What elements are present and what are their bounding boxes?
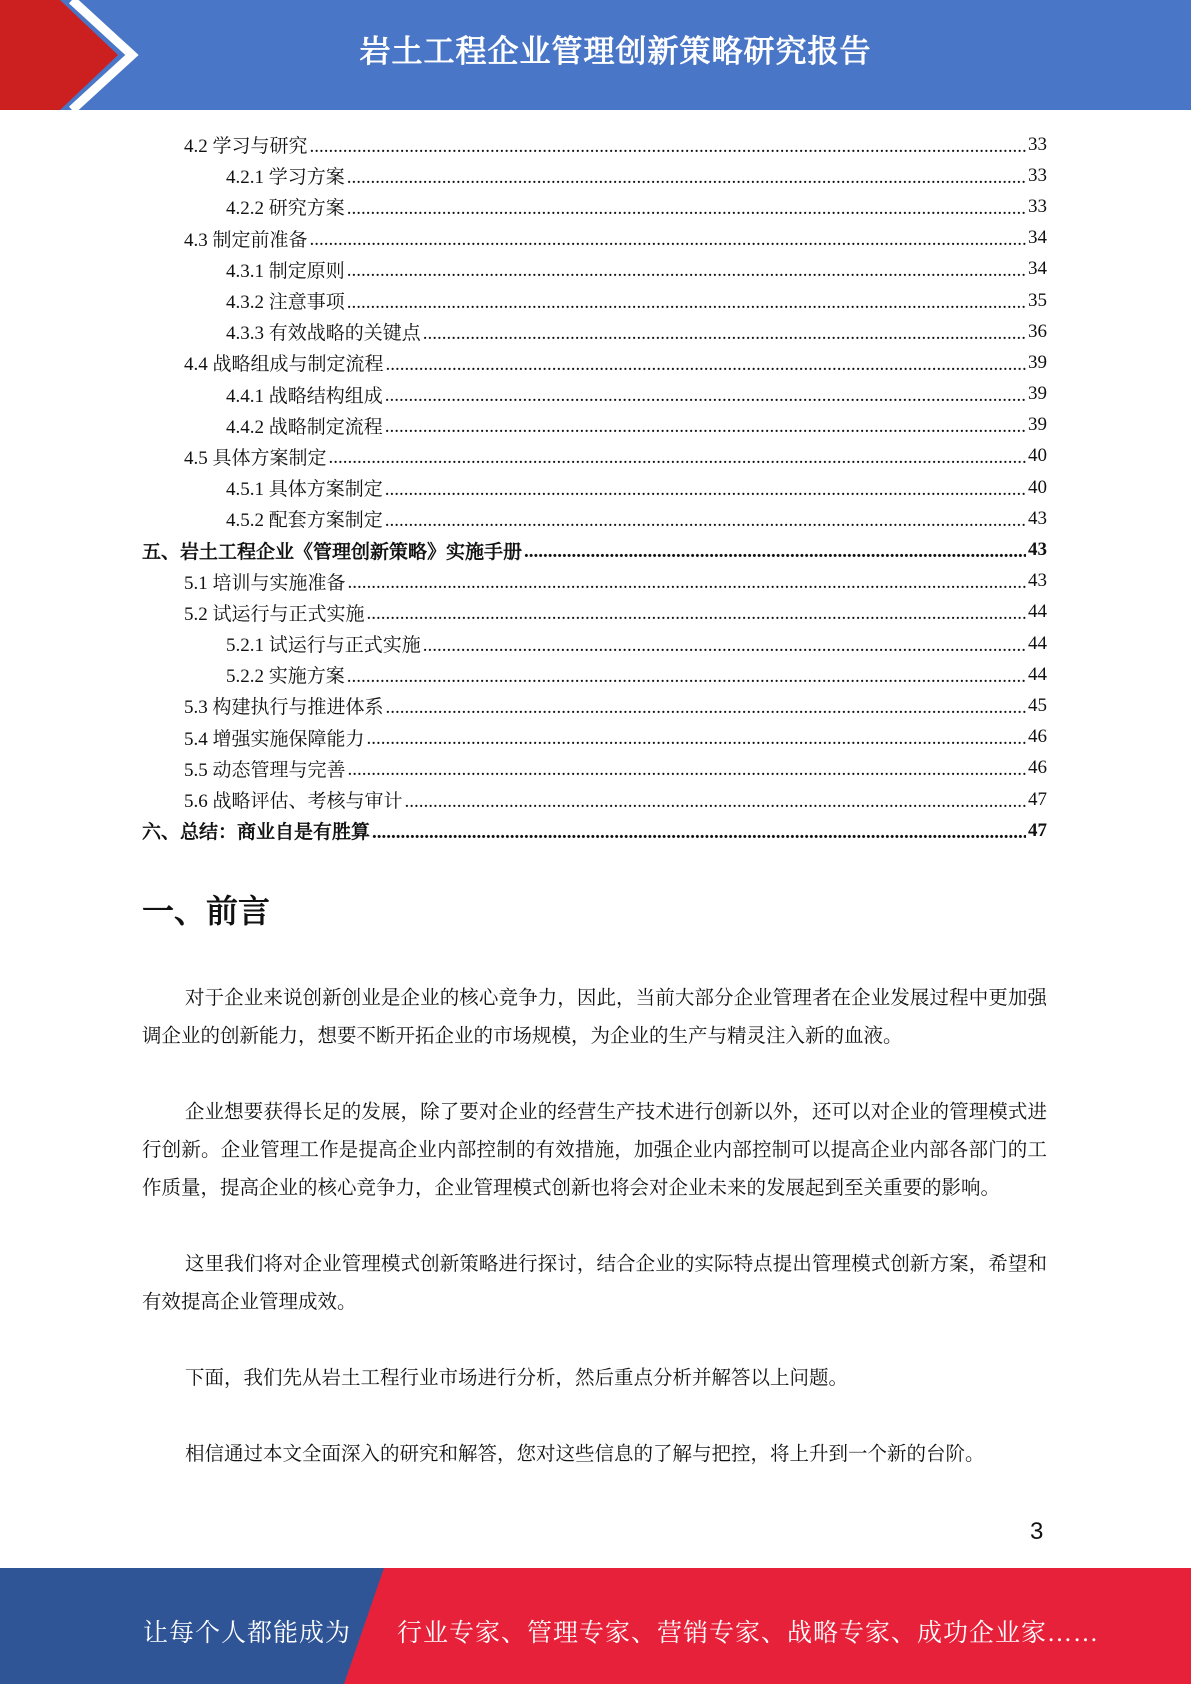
toc-page-number: 43 xyxy=(1028,570,1047,592)
footer-banner xyxy=(0,1568,1191,1684)
table-of-contents xyxy=(142,129,1047,846)
toc-entry-label: 5.4 增强实施保障能力 xyxy=(184,728,365,750)
toc-entry-label: 4.5.2 配套方案制定 xyxy=(226,510,383,532)
toc-entry-label: 五、岩土工程企业《管理创新策略》实施手册 xyxy=(142,541,523,563)
toc-entry-label: 六、总结：商业自是有胜算 xyxy=(142,822,371,844)
toc-entry[interactable] xyxy=(142,285,1047,316)
toc-page-number: 36 xyxy=(1028,320,1047,342)
toc-dot-leader xyxy=(423,635,1026,655)
toc-page-number: 43 xyxy=(1028,507,1047,529)
toc-entry[interactable] xyxy=(142,815,1047,846)
toc-page-number: 35 xyxy=(1028,289,1047,311)
toc-dot-leader xyxy=(367,728,1026,748)
toc-page-number: 47 xyxy=(1028,819,1047,841)
toc-entry[interactable] xyxy=(142,160,1047,191)
toc-entry-label: 5.2 试运行与正式实施 xyxy=(184,603,365,625)
toc-entry[interactable] xyxy=(142,254,1047,285)
toc-entry[interactable] xyxy=(142,534,1047,565)
toc-dot-leader xyxy=(367,603,1026,623)
toc-entry[interactable] xyxy=(142,566,1047,597)
toc-page-number: 33 xyxy=(1028,164,1047,186)
toc-entry[interactable] xyxy=(142,503,1047,534)
toc-entry[interactable] xyxy=(142,659,1047,690)
toc-dot-leader xyxy=(348,572,1026,592)
paragraph: 对于企业来说创新创业是企业的核心竞争力，因此，当前大部分企业管理者在企业发展过程中更加强调企业的创新能力，想要不断开拓企业的市场规模，为企业的生产与精灵注入新的血液。 xyxy=(142,988,1047,1047)
toc-entry[interactable] xyxy=(142,316,1047,347)
paragraph: 这里我们将对企业管理模式创新策略进行探讨，结合企业的实际特点提出管理模式创新方案，希望和有效提高企业管理成效。 xyxy=(142,1254,1047,1313)
toc-dot-leader xyxy=(348,759,1026,779)
toc-entry-label: 5.2.1 试运行与正式实施 xyxy=(226,635,421,657)
toc-page-number: 33 xyxy=(1028,133,1047,155)
toc-dot-leader xyxy=(385,510,1026,530)
toc-page-number: 44 xyxy=(1028,632,1047,654)
toc-page-number: 44 xyxy=(1028,663,1047,685)
toc-entry[interactable] xyxy=(142,441,1047,472)
toc-entry-label: 4.2.2 研究方案 xyxy=(226,198,345,220)
toc-entry-label: 4.3 制定前准备 xyxy=(184,229,308,251)
toc-dot-leader xyxy=(347,198,1026,218)
toc-entry-label: 4.3.2 注意事项 xyxy=(226,292,345,314)
toc-page-number: 40 xyxy=(1028,476,1047,498)
toc-entry[interactable] xyxy=(142,410,1047,441)
toc-dot-leader xyxy=(347,666,1026,686)
toc-entry-label: 4.4.2 战略制定流程 xyxy=(226,416,383,438)
toc-entry-label: 4.4 战略组成与制定流程 xyxy=(184,354,384,376)
toc-dot-leader xyxy=(405,791,1026,811)
toc-page-number: 44 xyxy=(1028,601,1047,623)
toc-entry[interactable] xyxy=(142,628,1047,659)
footer-slogan-right: 行业专家、管理专家、营销专家、战略专家、成功企业家…… xyxy=(397,1620,1100,1647)
toc-entry[interactable] xyxy=(142,347,1047,378)
toc-entry[interactable] xyxy=(142,753,1047,784)
toc-page-number: 39 xyxy=(1028,351,1047,373)
toc-dot-leader xyxy=(386,354,1026,374)
toc-entry-label: 4.3.1 制定原则 xyxy=(226,260,345,282)
toc-entry[interactable] xyxy=(142,597,1047,628)
toc-entry[interactable] xyxy=(142,472,1047,503)
paragraph: 企业想要获得长足的发展，除了要对企业的经营生产技术进行创新以外，还可以对企业的管理模式进行创新。企业管理工作是提高企业内部控制的有效措施，加强企业内部控制可以提高企业内部各部门的工作质量，提高企业的核心竞争力，企业管理模式创新也将会对企业未来的发展起到至关重要的影响。 xyxy=(142,1102,1047,1199)
toc-entry[interactable] xyxy=(142,690,1047,721)
section-heading: 一、前言 xyxy=(142,892,271,930)
toc-entry-label: 5.3 构建执行与推进体系 xyxy=(184,697,384,719)
toc-dot-leader xyxy=(372,822,1026,842)
toc-dot-leader xyxy=(347,260,1026,280)
document-title: 岩土工程企业管理创新策略研究报告 xyxy=(359,34,872,70)
toc-entry-label: 5.6 战略评估、考核与审计 xyxy=(184,791,403,813)
toc-entry[interactable] xyxy=(142,722,1047,753)
toc-entry-label: 4.3.3 有效战略的关键点 xyxy=(226,323,421,345)
toc-page-number: 34 xyxy=(1028,258,1047,280)
toc-dot-leader xyxy=(385,479,1026,499)
toc-dot-leader xyxy=(423,323,1026,343)
footer-slogan-left: 让每个人都能成为 xyxy=(143,1620,352,1647)
toc-entry-label: 5.1 培训与实施准备 xyxy=(184,572,346,594)
toc-page-number: 34 xyxy=(1028,227,1047,249)
toc-dot-leader xyxy=(347,292,1026,312)
toc-page-number: 46 xyxy=(1028,726,1047,748)
page-number: 3 xyxy=(1030,1518,1044,1545)
toc-page-number: 43 xyxy=(1028,539,1047,561)
toc-dot-leader xyxy=(329,447,1026,467)
toc-dot-leader xyxy=(310,229,1026,249)
toc-entry-label: 4.5.1 具体方案制定 xyxy=(226,479,383,501)
header-bar xyxy=(0,0,1191,110)
toc-entry-label: 4.2 学习与研究 xyxy=(184,136,308,158)
toc-entry-label: 4.2.1 学习方案 xyxy=(226,167,345,189)
toc-page-number: 45 xyxy=(1028,694,1047,716)
toc-entry[interactable] xyxy=(142,379,1047,410)
toc-page-number: 40 xyxy=(1028,445,1047,467)
toc-entry[interactable] xyxy=(142,223,1047,254)
toc-page-number: 47 xyxy=(1028,788,1047,810)
paragraph: 相信通过本文全面深入的研究和解答，您对这些信息的了解与把控，将上升到一个新的台阶。 xyxy=(185,1444,985,1465)
toc-entry-label: 5.2.2 实施方案 xyxy=(226,666,345,688)
section-body xyxy=(142,980,1047,1512)
toc-entry-label: 5.5 动态管理与完善 xyxy=(184,759,346,781)
toc-page-number: 39 xyxy=(1028,414,1047,436)
toc-entry[interactable] xyxy=(142,129,1047,160)
toc-dot-leader xyxy=(385,385,1026,405)
paragraph: 下面，我们先从岩土工程行业市场进行分析，然后重点分析并解答以上问题。 xyxy=(185,1368,849,1389)
toc-entry-label: 4.5 具体方案制定 xyxy=(184,447,327,469)
toc-page-number: 46 xyxy=(1028,757,1047,779)
toc-dot-leader xyxy=(310,136,1026,156)
toc-page-number: 33 xyxy=(1028,195,1047,217)
toc-dot-leader xyxy=(524,541,1026,561)
toc-entry[interactable] xyxy=(142,784,1047,815)
toc-dot-leader xyxy=(386,697,1026,717)
toc-entry-label: 4.4.1 战略结构组成 xyxy=(226,385,383,407)
toc-dot-leader xyxy=(385,416,1026,436)
toc-dot-leader xyxy=(347,167,1026,187)
toc-page-number: 39 xyxy=(1028,383,1047,405)
toc-entry[interactable] xyxy=(142,191,1047,222)
